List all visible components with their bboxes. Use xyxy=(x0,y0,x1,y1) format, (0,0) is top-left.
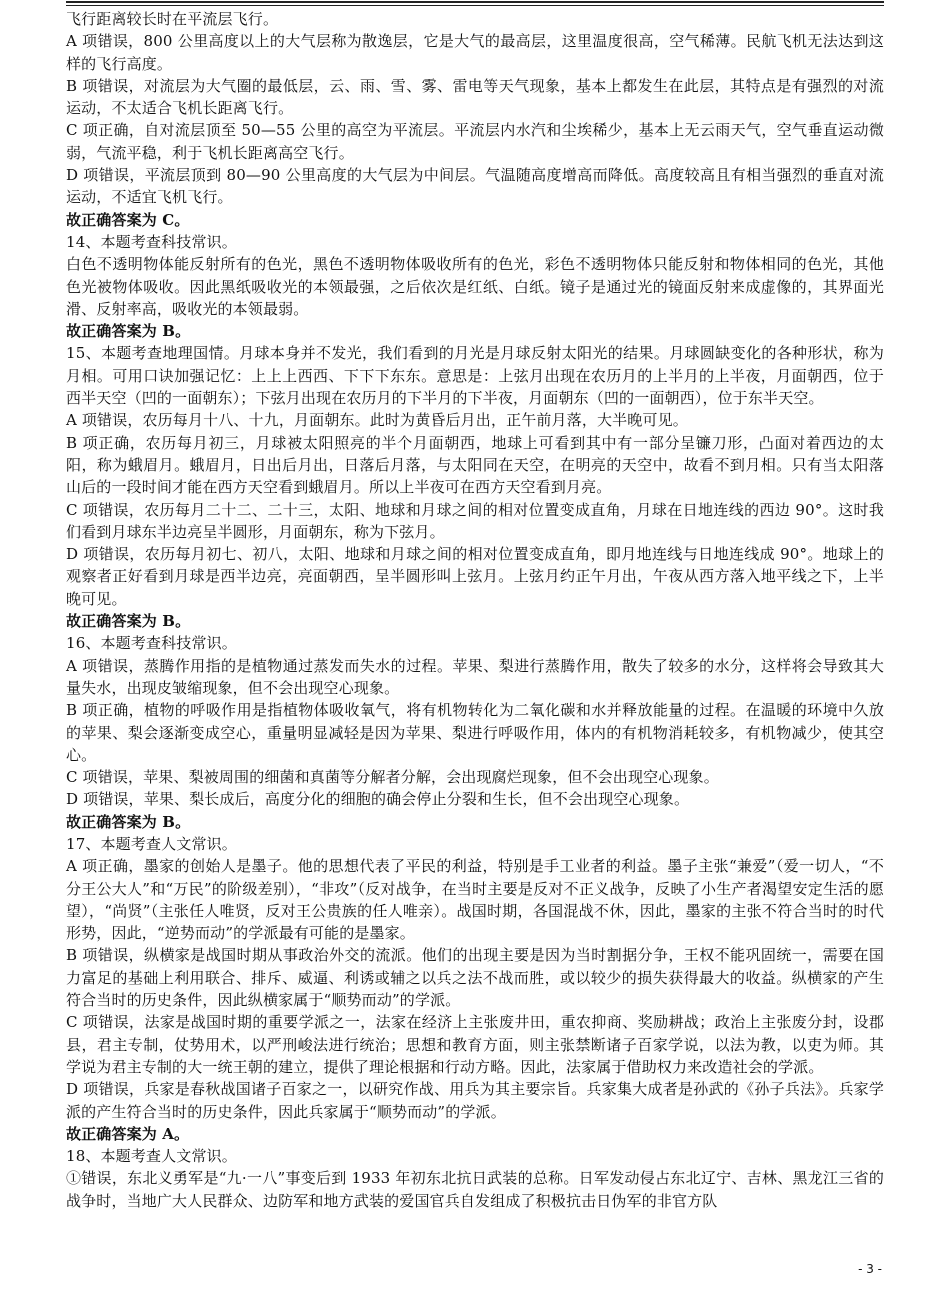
paragraph: 16、本题考查科技常识。 xyxy=(66,634,237,653)
paragraph: C 项正确，自对流层顶至 50—55 公里的高空为平流层。平流层内水汽和尘埃稀少，基本上无云雨天气，空气垂直运动微弱，气流平稳，利于飞机长距离高空飞行。 xyxy=(66,121,884,162)
answer-line: 故正确答案为 B。 xyxy=(66,612,191,631)
paragraph: A 项错误，农历每月十八、十九，月面朝东。此时为黄昏后月出，正午前月落，大半晚可见。 xyxy=(66,411,688,430)
paragraph: C 项错误，农历每月二十二、二十三，太阳、地球和月球之间的相对位置变成直角，月球在日地连线的西边 90°。这时我们看到月球东半边亮呈半圆形，月面朝东，称为下弦月。 xyxy=(66,500,884,541)
paragraph: D 项错误，兵家是春秋战国诸子百家之一，以研究作战、用兵为其主要宗旨。兵家集大成者是孙武的《孙子兵法》。兵家学派的产生符合当时的历史条件，因此兵家属于“顺势而动”的学派。 xyxy=(66,1080,884,1121)
paragraph: B 项正确，农历每月初三，月球被太阳照亮的半个月面朝西，地球上可看到其中有一部分呈镰刀形，凸面对着西边的太阳，称为蛾眉月。蛾眉月，日出后月出，日落后月落，与太阳同在天空，在明亮的天空中，故看不到月相。只有当太阳落山后的一段时间才能在西方天空看到蛾眉月。所以上半夜可在西方天空看到月亮。 xyxy=(66,433,884,497)
paragraph: A 项错误，800 公里高度以上的大气层称为散逸层，它是大气的最高层，这里温度很高，空气稀薄。民航飞机无法达到这样的飞行高度。 xyxy=(66,32,884,73)
paragraph: 18、本题考查人文常识。 xyxy=(66,1147,237,1166)
paragraph: ①错误，东北义勇军是“九·一八”事变后到 1933 年初东北抗日武装的总称。日军发动侵占东北辽宁、吉林、黑龙江三省的战争时，当地广大人民群众、边防军和地方武装的爱国官兵自发组成了积极抗击日伪军的非官方队 xyxy=(66,1169,884,1210)
paragraph: B 项错误，对流层为大气圈的最低层，云、雨、雪、雾、雷电等天气现象，基本上都发生在此层，其特点是有强烈的对流运动，不太适合飞机长距离飞行。 xyxy=(66,76,884,118)
paragraph: A 项正确，墨家的创始人是墨子。他的思想代表了平民的利益，特别是手工业者的利益。墨子主张“兼爱”（爱一切人，“不分王公大人”和“万民”的阶级差别），“非攻”（反对战争，在当时主要是反对不正义战争，反映了小生产者渴望安定生活的愿望），“尚贤”（主张任人唯贤，反对王公贵族的任人唯亲）。战国时期，各国混战不休，因此，墨家的主张不符合当时的时代形势，因此，“逆势而动”的学派最有可能的是墨家。 xyxy=(66,857,884,943)
page-number: - 3 - xyxy=(858,1262,882,1276)
paragraph: C 项错误，法家是战国时期的重要学派之一，法家在经济上主张废井田，重农抑商、奖励耕战；政治上主张废分封，设郡县，君主专制，仗势用术，以严刑峻法进行统治；思想和教育方面，则主张禁断诸子百家学说，以法为教，以吏为师。其学说为君主专制的大一统王朝的建立，提供了理论根据和行动方略。因此，法家属于借助权力来改造社会的学派。 xyxy=(66,1013,884,1076)
paragraph: D 项错误，平流层顶到 80—90 公里高度的大气层为中间层。气温随高度增高而降低。高度较高且有相当强烈的垂直对流运动，不适宜飞机飞行。 xyxy=(66,166,884,207)
answer-line: 故正确答案为 B。 xyxy=(66,322,191,341)
paragraph: B 项正确，植物的呼吸作用是指植物体吸收氧气，将有机物转化为二氧化碳和水并释放能量的过程。在温暖的环境中久放的苹果、梨会逐渐变成空心，重量明显减轻是因为苹果、梨进行呼吸作用，体内的有机物消耗较多，有机物减少，使其空心。 xyxy=(66,701,884,764)
paragraph: 白色不透明物体能反射所有的色光，黑色不透明物体吸收所有的色光，彩色不透明物体只能反射和物体相同的色光，其他色光被物体吸收。因此黑纸吸收光的本领最强，之后依次是红纸、白纸。镜子是通过光的镜面反射来成虚像的，其界面光滑、反射率高，吸收光的本领最弱。 xyxy=(66,255,884,318)
answer-line: 故正确答案为 C。 xyxy=(66,210,190,229)
document-body xyxy=(66,8,884,1212)
header-rule-thin xyxy=(66,5,884,6)
paragraph: 17、本题考查人文常识。 xyxy=(66,834,237,853)
header-rule-thick xyxy=(66,1,884,3)
paragraph: 飞行距离较长时在平流层飞行。 xyxy=(66,10,279,28)
paragraph: 14、本题考查科技常识。 xyxy=(66,232,237,251)
paragraph: D 项错误，苹果、梨长成后，高度分化的细胞的确会停止分裂和生长，但不会出现空心现象。 xyxy=(66,790,690,809)
answer-line: 故正确答案为 B。 xyxy=(66,812,191,831)
paragraph: A 项错误，蒸腾作用指的是植物通过蒸发而失水的过程。苹果、梨进行蒸腾作用，散失了较多的水分，这样将会导致其大量失水，出现皮皱缩现象，但不会出现空心现象。 xyxy=(66,656,884,697)
answer-line: 故正确答案为 A。 xyxy=(66,1124,190,1143)
paragraph: D 项错误，农历每月初七、初八，太阳、地球和月球之间的相对位置变成直角，即月地连线与日地连线成 90°。地球上的观察者正好看到月球是西半边亮，亮面朝西，呈半圆形叫上弦月。上弦月约正午月出，午夜从西方落入地平线之下，上半晚可见。 xyxy=(66,545,884,608)
paragraph: 15、本题考查地理国情。月球本身并不发光，我们看到的月光是月球反射太阳光的结果。月球圆缺变化的各种形状，称为月相。可用口诀加强记忆：上上上西西、下下下东东。意思是：上弦月出现在农历月的上半月的上半夜，月面朝西，位于西半天空（凹的一面朝东）；下弦月出现在农历月的下半月的下半夜，月面朝东（凹的一面朝西），位于东半天空。 xyxy=(66,344,884,408)
paragraph: C 项错误，苹果、梨被周围的细菌和真菌等分解者分解，会出现腐烂现象，但不会出现空心现象。 xyxy=(66,768,719,787)
paragraph: B 项错误，纵横家是战国时期从事政治外交的流派。他们的出现主要是因为当时割据分争，王权不能巩固统一，需要在国力富足的基础上利用联合、排斥、威逼、利诱或辅之以兵之法不战而胜，或以较少的损失获得最大的收益。纵横家的产生符合当时的历史条件，因此纵横家属于“顺势而动”的学派。 xyxy=(66,946,884,1010)
